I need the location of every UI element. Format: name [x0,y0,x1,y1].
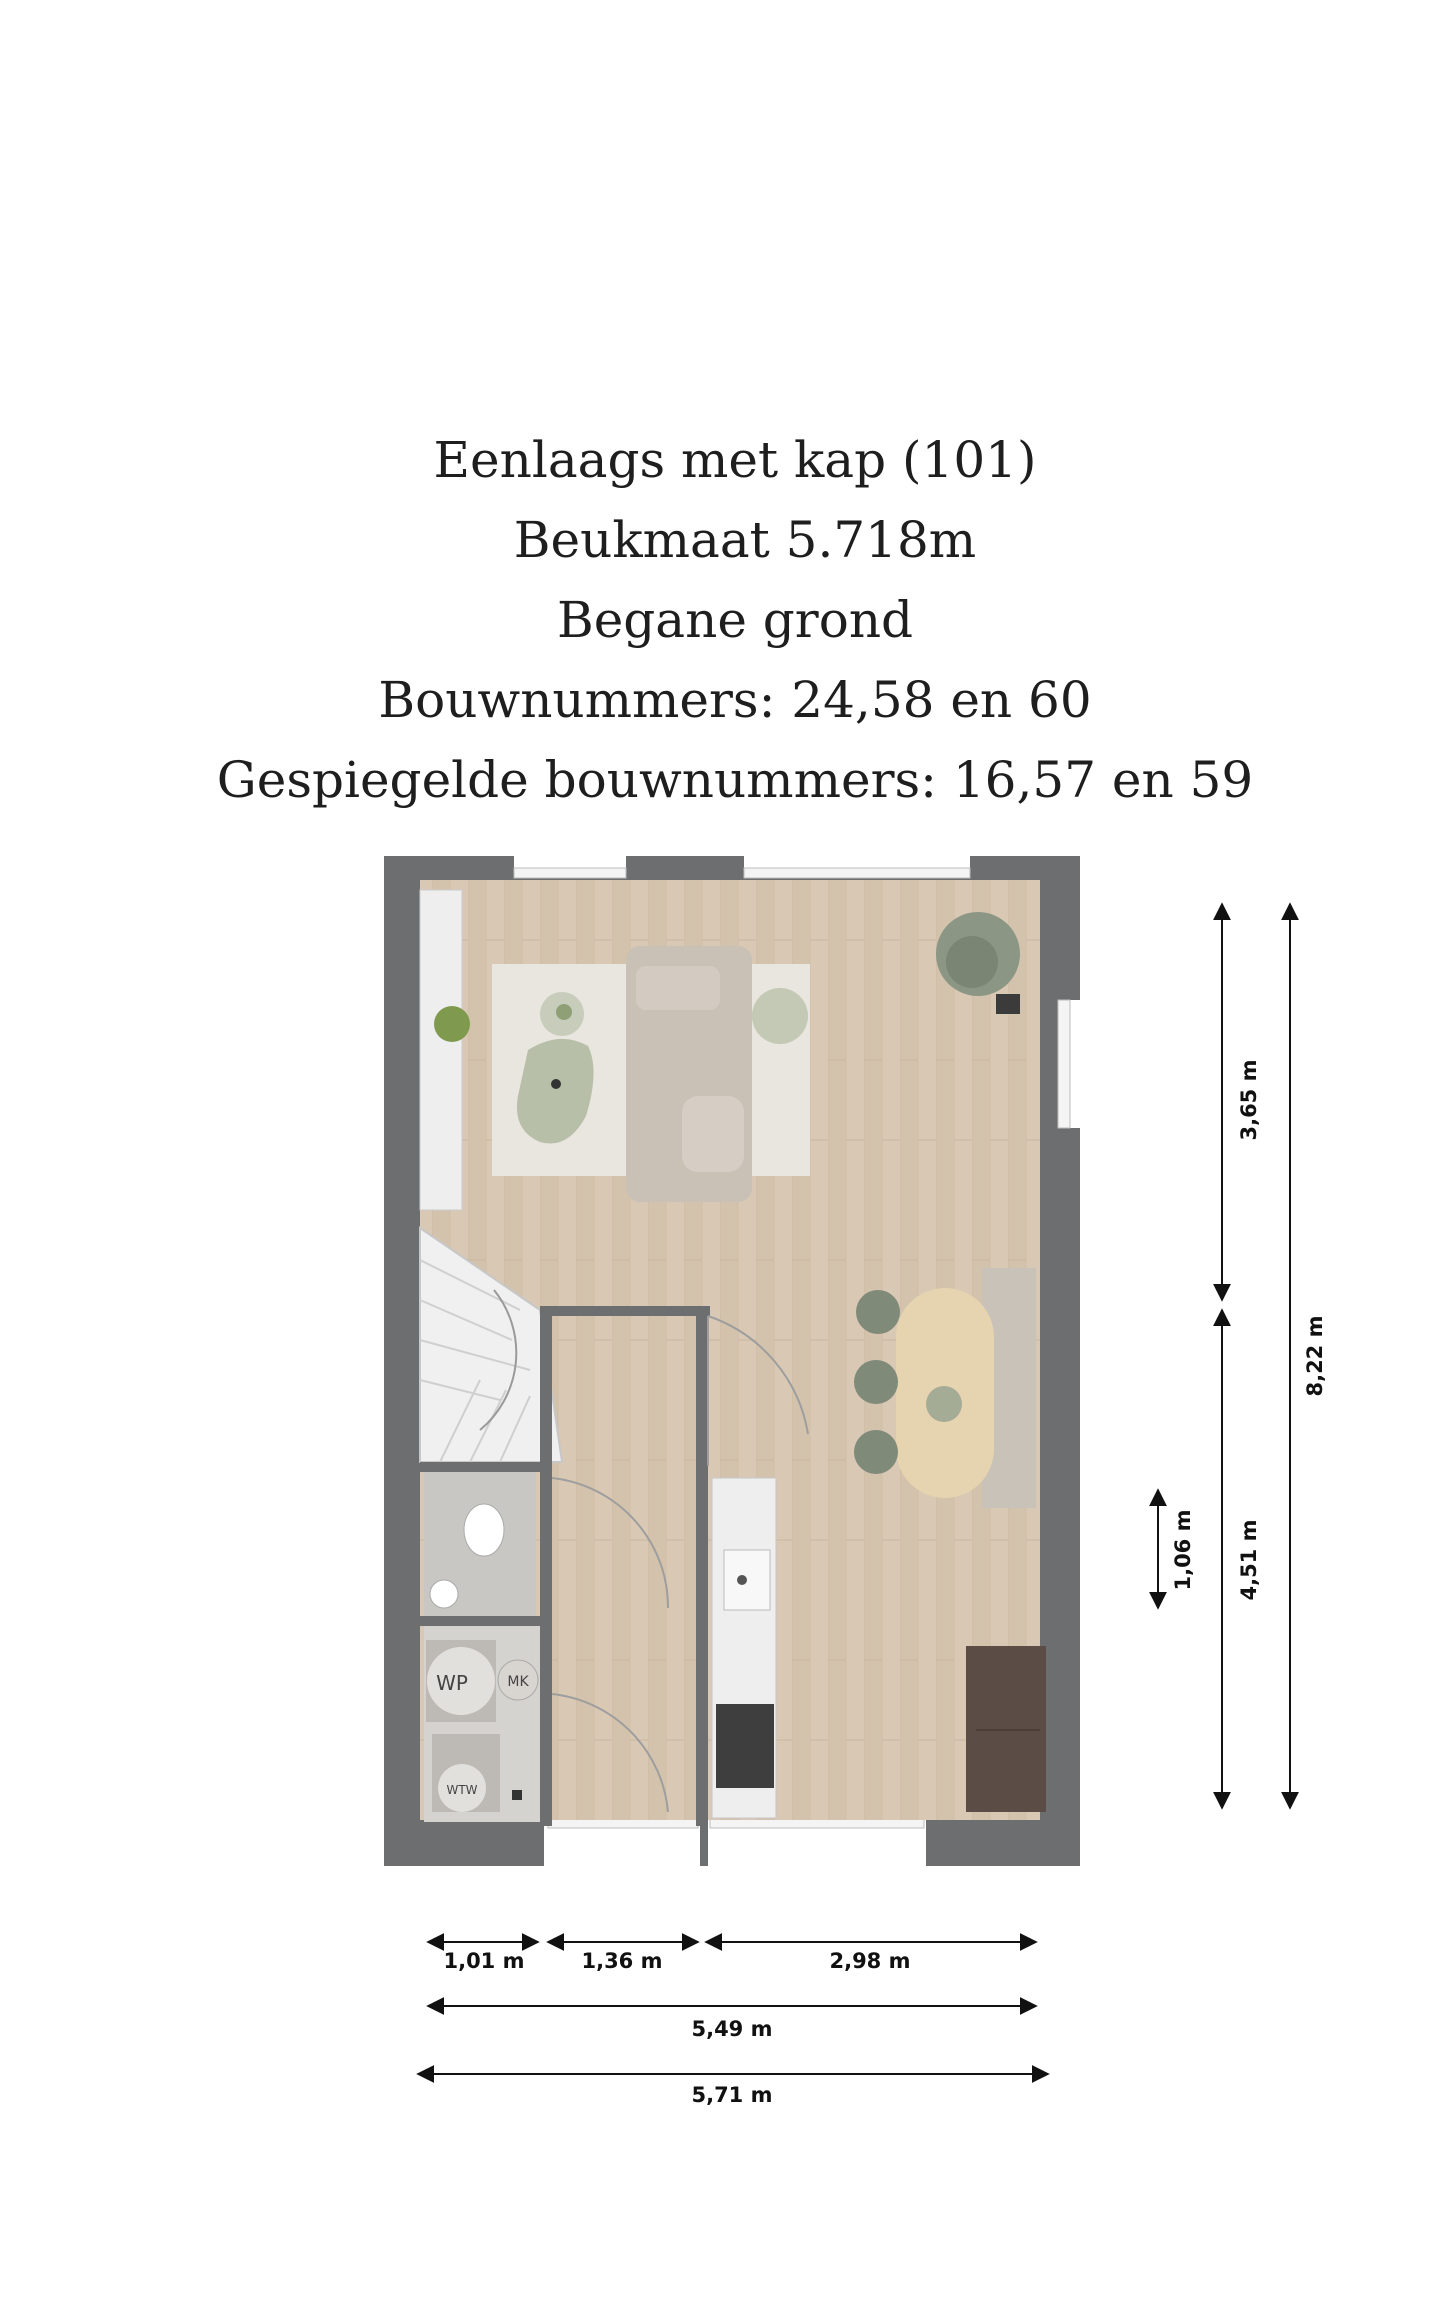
cooktop [716,1704,774,1788]
dim-outer-width: 5,71 m [691,2083,773,2107]
dim-small-depth: 1,06 m [1171,1509,1195,1591]
dim-rear-depth: 4,51 m [1237,1519,1261,1601]
title-bouwnummers: Bouwnummers: 24,58 en 60 [378,671,1092,729]
flower-icon [926,1386,962,1422]
toilet-room [424,1472,536,1616]
title-beukmaat: Beukmaat 5.718m [513,511,977,569]
dining-chair [856,1290,900,1334]
mk-label: MK [507,1674,529,1690]
utility-room [424,1626,540,1822]
kitchen [712,1478,776,1818]
side-table [752,988,808,1044]
dim-width-1: 1,01 m [443,1949,525,1973]
dim-front-depth: 3,65 m [1237,1059,1261,1141]
dim-width-3: 2,98 m [829,1949,911,1973]
title-floor: Begane grond [556,591,914,649]
toilet-icon [464,1504,504,1556]
plant-icon [434,1006,470,1042]
sideboard [966,1646,1046,1812]
title-gespiegelde-bouwnummers: Gespiegelde bouwnummers: 16,57 en 59 [216,751,1254,809]
dim-width-2: 1,36 m [581,1949,663,1973]
dining-area [854,1268,1036,1508]
dim-total-depth: 8,22 m [1303,1315,1327,1397]
wp-label: WP [436,1671,468,1695]
title-house-type: Eenlaags met kap (101) [433,431,1037,489]
tv-cabinet [420,890,462,1210]
dim-inner-width: 5,49 m [691,2017,773,2041]
vertical-dimensions [1158,904,1290,1808]
wtw-label: WTW [446,1783,478,1797]
